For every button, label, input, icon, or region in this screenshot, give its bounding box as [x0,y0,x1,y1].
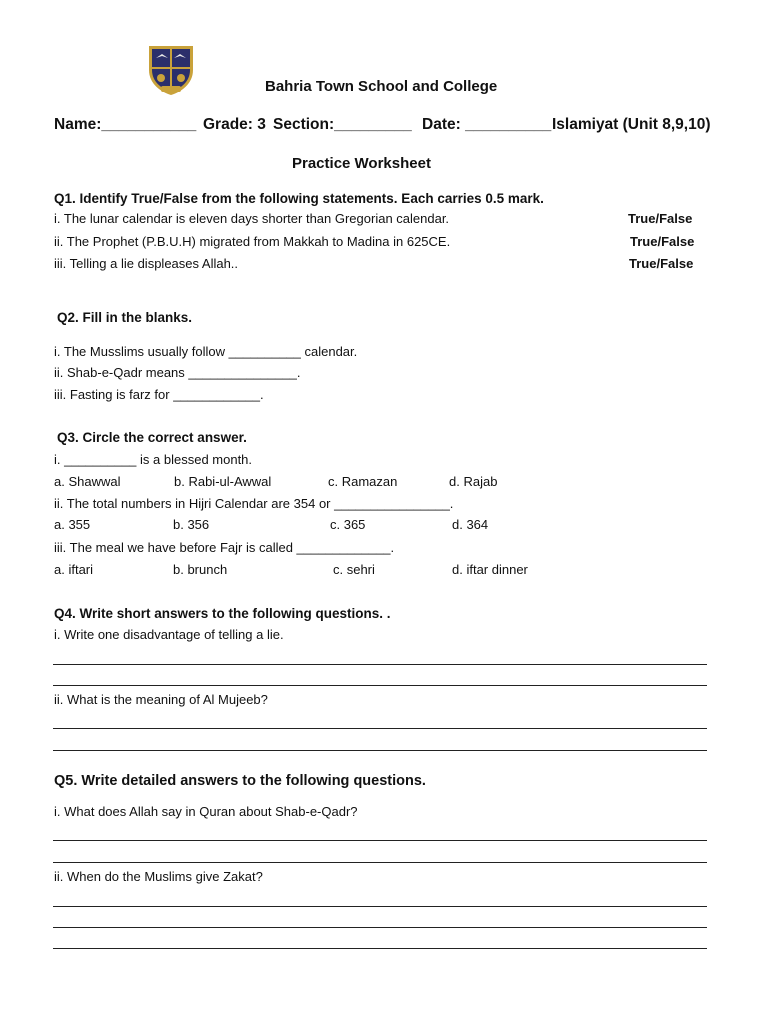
q1-heading: Q1. Identify True/False from the following statements. Each carries 0.5 mark. [54,191,544,206]
q4-question: i. Write one disadvantage of telling a lie. [54,627,284,642]
q3-option: a. Shawwal [54,474,121,489]
answer-line[interactable] [53,728,707,729]
q3-option: d. iftar dinner [452,562,528,577]
q2-blank-item: iii. Fasting is farz for ____________. [54,387,264,402]
q3-question: ii. The total numbers in Hijri Calendar are 354 or ________________. [54,496,454,511]
school-name: Bahria Town School and College [265,78,498,95]
answer-line[interactable] [53,664,707,665]
q3-option: c. sehri [333,562,375,577]
answer-line[interactable] [53,948,707,949]
q3-option: c. 365 [330,517,366,532]
q5-question: ii. When do the Muslims give Zakat? [54,869,263,884]
q3-heading: Q3. Circle the correct answer. [57,430,247,445]
section-field: Section:_________ [273,116,412,133]
worksheet-title: Practice Worksheet [292,155,431,172]
q3-question: iii. The meal we have before Fajr is called _____________. [54,540,395,555]
grade-field: Grade: 3 [203,116,266,133]
q3-question: i. __________ is a blessed month. [54,452,253,467]
q1-statement: i. The lunar calendar is eleven days shorter than Gregorian calendar. [54,211,450,226]
q3-option: d. 364 [452,517,489,532]
q4-question: ii. What is the meaning of Al Mujeeb? [54,692,268,707]
q5-heading: Q5. Write detailed answers to the following questions. [54,773,426,789]
q3-option: a. 355 [54,517,91,532]
q2-blank-item: ii. Shab-e-Qadr means _______________. [54,365,301,380]
subject-field: Islamiyat (Unit 8,9,10) [552,116,711,133]
q4-heading: Q4. Write short answers to the following questions. . [54,606,391,621]
q3-option: d. Rajab [449,474,498,489]
answer-line[interactable] [53,840,707,841]
answer-line[interactable] [53,927,707,928]
answer-line[interactable] [53,750,707,751]
q3-option: b. brunch [173,562,228,577]
q1-true-false: True/False [628,211,693,226]
answer-line[interactable] [53,685,707,686]
date-field: Date: __________ [422,116,552,133]
q1-true-false: True/False [630,234,695,249]
answer-line[interactable] [53,862,707,863]
q1-true-false: True/False [629,256,694,271]
q1-statement: ii. The Prophet (P.B.U.H) migrated from Makkah to Madina in 625CE. [54,234,451,249]
q3-option: c. Ramazan [328,474,398,489]
school-crest-icon [147,44,195,96]
q1-statement: iii. Telling a lie displeases Allah.. [54,256,239,271]
name-field: Name:___________ [54,116,197,133]
q3-option: a. iftari [54,562,94,577]
q5-question: i. What does Allah say in Quran about Shab-e-Qadr? [54,804,358,819]
q3-option: b. 356 [173,517,210,532]
q2-blank-item: i. The Musslims usually follow __________ calendar. [54,344,358,359]
answer-line[interactable] [53,906,707,907]
q3-option: b. Rabi-ul-Awwal [174,474,272,489]
q2-heading: Q2. Fill in the blanks. [57,310,193,325]
